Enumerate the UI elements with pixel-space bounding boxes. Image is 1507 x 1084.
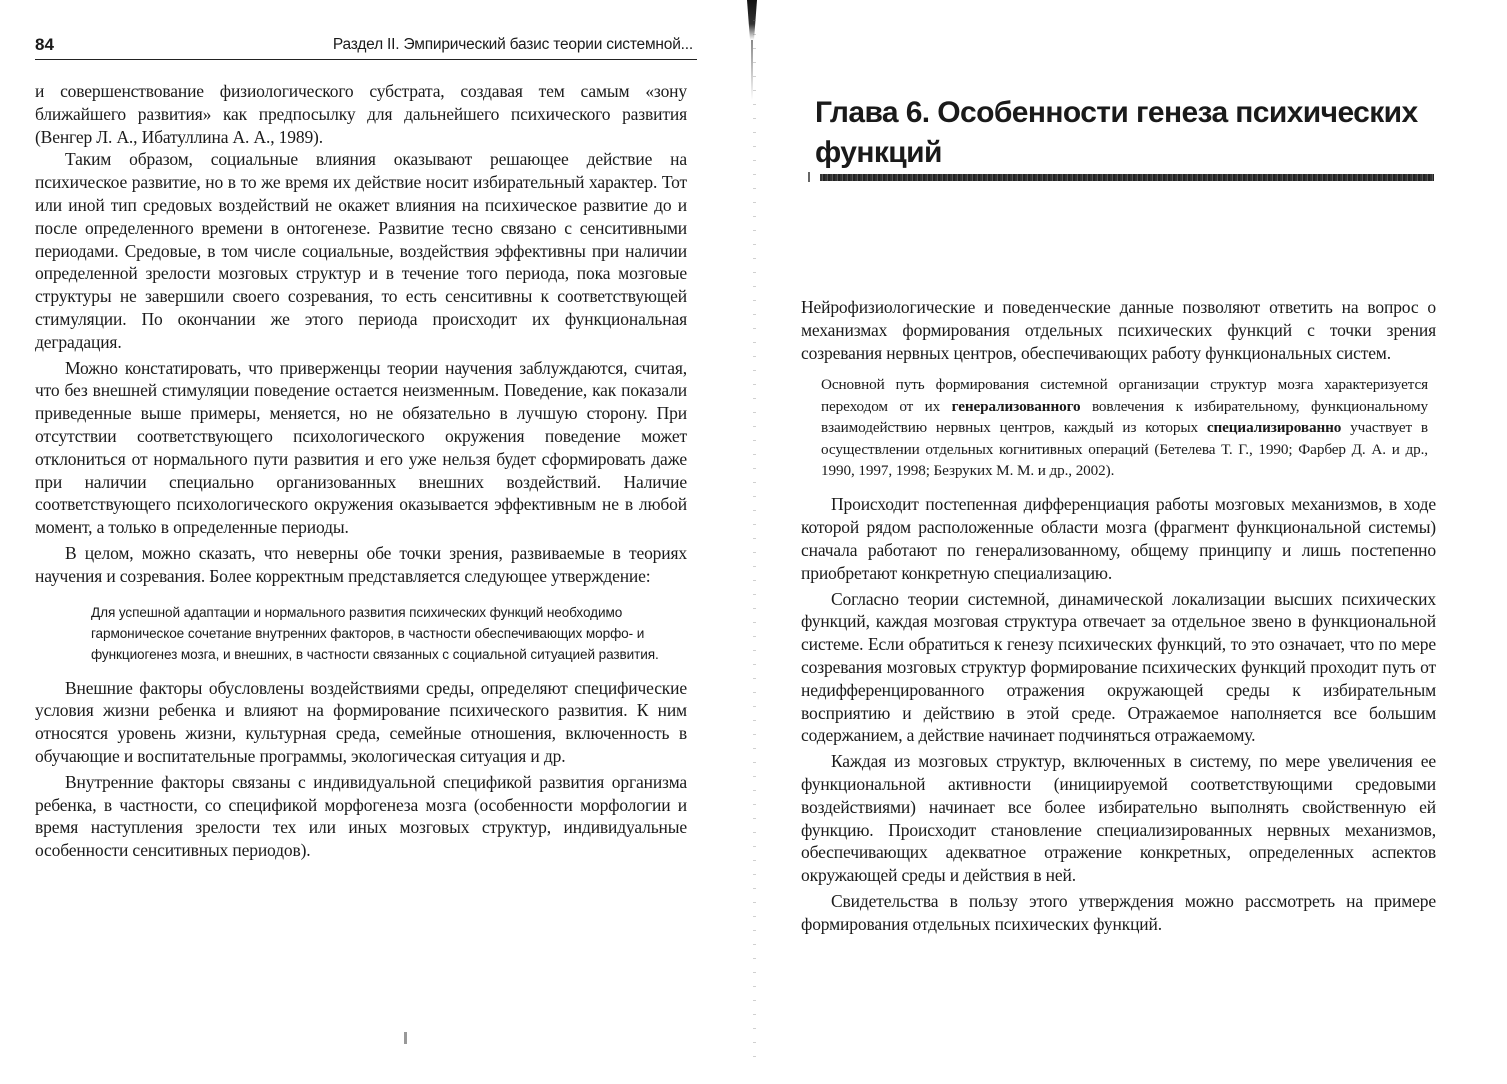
right-text-column <box>801 296 1436 936</box>
block-quote: Для успешной адаптации и нормального развития психических функций необходимо гармоническое сочетание внутренних факторов, в частности обеспечивающих морфо- и функциогенез мозга, и внешних, в частности связанных с социальной ситуацией развития. <box>91 604 659 662</box>
paragraph: Происходит постепенная дифференциация работы мозговых механизмов, в ходе которой рядом расположенные области мозга (фрагмент функциональной системы) сначала работают по генерализованному, общему принципу и лишь постепенно приобретают конкретную специализацию. <box>801 494 1436 583</box>
rule-tick <box>808 172 810 182</box>
running-head <box>35 33 697 60</box>
right-page <box>760 0 1507 1084</box>
running-title: Раздел II. Эмпирический базис теории системной... <box>332 36 693 53</box>
left-page <box>0 0 745 1084</box>
paragraph: и совершенствование физиологического субстрата, создавая тем самым «зону ближайшего развития» как предпосылку для дальнейшего психического развития (Венгер Л. А., Ибатуллина А. А., 1989). <box>35 81 687 147</box>
chapter-title: Глава 6. Особенности генеза психических функций <box>815 96 1418 169</box>
chapter-rule <box>820 174 1434 181</box>
paragraph: В целом, можно сказать, что неверны обе точки зрения, развиваемые в теориях научения и созревания. Более корректным представляется следующее утверждение: <box>35 542 687 586</box>
paragraph: Внутренние факторы связаны с индивидуальной спецификой развития организма ребенка, в частности, со спецификой морфогенеза мозга (особенности морфологии и время наступления зрелости тех или иных мозговых структур, индивидуальные особенности сенситивных периодов). <box>35 771 687 861</box>
scan-mark <box>404 1032 407 1044</box>
paragraph: Таким образом, социальные влияния оказывают решающее действие на психическое развитие, но в то же время их действие носит избирательный характер. Тот или иной тип средовых воздействий не окажет влияния на психическое развитие до и после определенного времени в онтогенезе. Развитие тесно связано с сенситивными периодами. Средовые, в том числе социальные, воздействия эффективны при наличии определенной зрелости мозговых структур и в течение того периода, пока мозговые структуры не завершили своего созревания, то есть сенситивны к соответствующей стимуляции. По окончании же этого периода происходит их функциональная деградация. <box>35 149 687 352</box>
paragraph: Свидетельства в пользу этого утверждения можно рассмотреть на примере формирования отдельных психических функций. <box>801 890 1436 934</box>
left-text-column <box>35 80 687 862</box>
intro-paragraph: Нейрофизиологические и поведенческие данные позволяют ответить на вопрос о механизмах формирования отдельных психических функций с точки зрения созревания нервных центров, обеспечивающих работу функциональных систем. <box>801 297 1436 363</box>
paragraph: Можно констатировать, что приверженцы теории научения заблуждаются, считая, что без внешней стимуляции поведение остается неизменным. Поведение, как показали приведенные выше примеры, меняется, но не обязательно в лучшую сторону. При отсутствии соответствующего психологического окружения поведение может отклониться от нормального пути развития и его уже нельзя будет сформировать даже при наличии специально организованных внешних воздействий. Наличие соответствующего психологического окружения оказывается эффективным не в любой момент, а только в определенные периоды. <box>35 357 687 538</box>
emphasis: специализированно <box>1206 419 1342 437</box>
page-number: 84 <box>35 35 54 54</box>
block-quote: Основной путь формирования системной организации структур мозга характеризуется переходом от их генерализованного вовлечения к избирательному, функциональному взаимодействию нервных центров, каждый из которых специализированно участвует в осуществлении отдельных когнитивных операций (Бетелева Т. Г., 1990; Фарбер Д. А. и др., 1990, 1997, 1998; Безруких М. М. и др., 2002). <box>821 376 1429 480</box>
paragraph: Внешние факторы обусловлены воздействиями среды, определяют специфические условия жизни ребенка и влияют на формирование психического развития. К ним относятся уровень жизни, культурная среда, семейные отношения, включенность в обучающие и воспитательные программы, экологическая ситуация и др. <box>35 677 687 766</box>
paragraph: Согласно теории системной, динамической локализации высших психических функций, каждая мозговая структура отвечает за отдельное звено в функциональной системе. Если обратиться к генезу психических функций, то это означает, что по мере созревания мозговых структур формирование психических функций проходит путь от недифференцированного отражения окружающей среды к избирательным восприятию и действию в этой среде. Отражаемое наполняется все большим содержанием, а действие начинает подчиняться отражаемому. <box>801 588 1436 746</box>
emphasis: генерализованного <box>951 397 1081 415</box>
paragraph: Каждая из мозговых структур, включенных в систему, по мере увеличения ее функциональной активности (инициируемой соответствующими средовыми воздействиями) начинает все более избирательно выполнять свойственную ей функцию. Происходит становление специализированных нервных механизмов, обеспечивающих адекватное отражение конкретных, определенных аспектов окружающей среды и действия в ней. <box>801 751 1436 886</box>
